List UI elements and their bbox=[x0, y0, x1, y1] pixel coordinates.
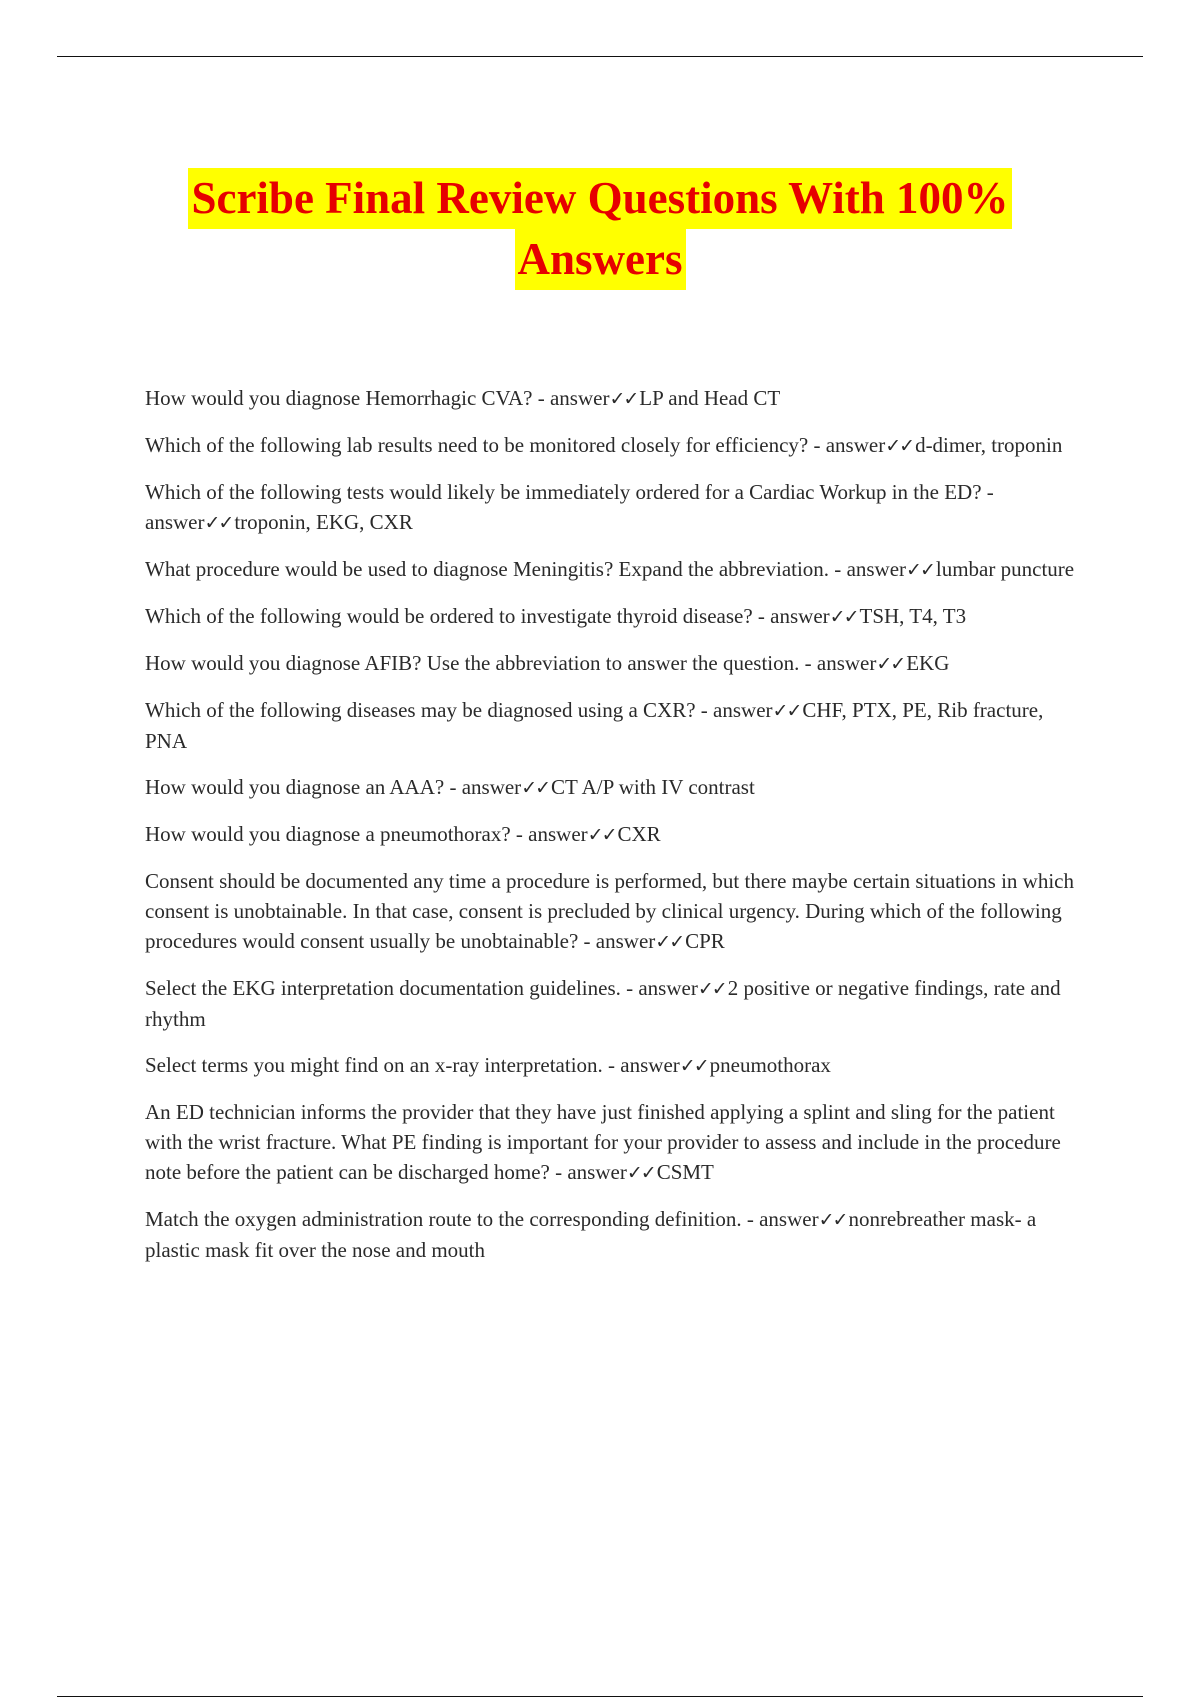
answer-text: EKG bbox=[906, 651, 950, 675]
question-text: Select terms you might find on an x-ray interpretation. - bbox=[145, 1053, 621, 1077]
double-check-icon: ✓✓ bbox=[655, 931, 684, 953]
document-title bbox=[0, 168, 1200, 290]
answer-text: CT A/P with IV contrast bbox=[551, 775, 755, 799]
double-check-icon: ✓✓ bbox=[679, 1055, 708, 1077]
double-check-icon: ✓✓ bbox=[609, 388, 638, 410]
answer-marker: answer bbox=[595, 929, 656, 953]
answer-text: d-dimer, troponin bbox=[915, 433, 1063, 457]
answer-text: 2 positive or negative findings, rate and rhythm bbox=[145, 976, 1061, 1031]
page-top-rule bbox=[57, 56, 1143, 57]
double-check-icon: ✓✓ bbox=[885, 435, 914, 457]
question-text: Which of the following lab results need to be monitored closely for efficiency? - bbox=[145, 433, 826, 457]
answer-marker: answer bbox=[461, 775, 522, 799]
question-text: Which of the following would be ordered to investigate thyroid disease? - bbox=[145, 604, 771, 628]
answer-text: CSMT bbox=[656, 1160, 714, 1184]
answer-text: CPR bbox=[685, 929, 725, 953]
answer-marker: answer bbox=[713, 698, 773, 722]
qa-item bbox=[145, 554, 1090, 585]
answer-text: CHF, PTX, PE, Rib fracture, PNA bbox=[145, 698, 1044, 753]
qa-item bbox=[145, 1204, 1090, 1265]
qa-item bbox=[145, 973, 1090, 1034]
qa-item bbox=[145, 772, 1090, 803]
double-check-icon: ✓✓ bbox=[587, 824, 616, 846]
answer-text: LP and Head CT bbox=[639, 386, 781, 410]
answer-text: CXR bbox=[617, 822, 661, 846]
double-check-icon: ✓✓ bbox=[818, 1209, 847, 1231]
question-text: Which of the following tests would likely be immediately ordered for a Cardiac Workup in the ED? - bbox=[145, 480, 994, 504]
answer-marker: answer bbox=[638, 976, 698, 1000]
qa-item bbox=[145, 648, 1090, 679]
qa-item bbox=[145, 477, 1090, 538]
double-check-icon: ✓✓ bbox=[204, 512, 233, 534]
answer-marker: answer bbox=[620, 1053, 680, 1077]
title-line-2: Answers bbox=[515, 229, 686, 290]
answer-text: pneumothorax bbox=[709, 1053, 831, 1077]
title-line-1: Scribe Final Review Questions With 100% bbox=[188, 168, 1011, 229]
question-text: How would you diagnose a pneumothorax? - bbox=[145, 822, 529, 846]
question-text: Match the oxygen administration route to the corresponding definition. - bbox=[145, 1207, 760, 1231]
question-text: How would you diagnose AFIB? Use the abbreviation to answer the question. - bbox=[145, 651, 817, 675]
answer-marker: answer bbox=[759, 1207, 819, 1231]
qa-item bbox=[145, 866, 1090, 957]
page-bottom-rule bbox=[57, 1696, 1143, 1697]
qa-item bbox=[145, 695, 1090, 756]
question-text: An ED technician informs the provider that they have just finished applying a splint and sling for the patient with the wrist fracture. What PE finding is important for your provider to assess and include in the procedure note before the patient can be discharged home? - bbox=[145, 1100, 1061, 1184]
double-check-icon: ✓✓ bbox=[521, 777, 550, 799]
answer-text: nonrebreather mask- a plastic mask fit over the nose and mouth bbox=[145, 1207, 1037, 1262]
answer-marker: answer bbox=[816, 651, 877, 675]
answer-marker: answer bbox=[145, 510, 205, 534]
question-text: What procedure would be used to diagnose Meningitis? Expand the abbreviation. - bbox=[145, 557, 847, 581]
answer-marker: answer bbox=[528, 822, 588, 846]
question-text: Consent should be documented any time a procedure is performed, but there maybe certain situations in which consent is unobtainable. In that case, consent is precluded by clinical urgency. During which of the following procedures would consent usually be unobtainable? - bbox=[145, 869, 1074, 953]
answer-marker: answer bbox=[549, 386, 610, 410]
answer-text: lumbar puncture bbox=[935, 557, 1075, 581]
question-text: How would you diagnose Hemorrhagic CVA? - bbox=[145, 386, 550, 410]
question-text: Select the EKG interpretation documentation guidelines. - bbox=[145, 976, 639, 1000]
double-check-icon: ✓✓ bbox=[829, 606, 858, 628]
answer-marker: answer bbox=[567, 1160, 627, 1184]
double-check-icon: ✓✓ bbox=[772, 700, 801, 722]
answer-marker: answer bbox=[770, 604, 830, 628]
double-check-icon: ✓✓ bbox=[906, 559, 934, 581]
qa-item bbox=[145, 430, 1090, 461]
double-check-icon: ✓✓ bbox=[876, 653, 905, 675]
answer-text: TSH, T4, T3 bbox=[859, 604, 967, 628]
qa-item bbox=[145, 819, 1090, 850]
qa-list bbox=[145, 383, 1090, 1281]
double-check-icon: ✓✓ bbox=[697, 978, 726, 1000]
qa-item bbox=[145, 383, 1090, 414]
answer-text: troponin, EKG, CXR bbox=[234, 510, 413, 534]
qa-item bbox=[145, 601, 1090, 632]
question-text: Which of the following diseases may be diagnosed using a CXR? - bbox=[145, 698, 714, 722]
answer-marker: answer bbox=[846, 557, 907, 581]
qa-item bbox=[145, 1050, 1090, 1081]
question-text: How would you diagnose an AAA? - bbox=[145, 775, 462, 799]
answer-marker: answer bbox=[825, 433, 886, 457]
qa-item bbox=[145, 1097, 1090, 1188]
double-check-icon: ✓✓ bbox=[626, 1162, 655, 1184]
